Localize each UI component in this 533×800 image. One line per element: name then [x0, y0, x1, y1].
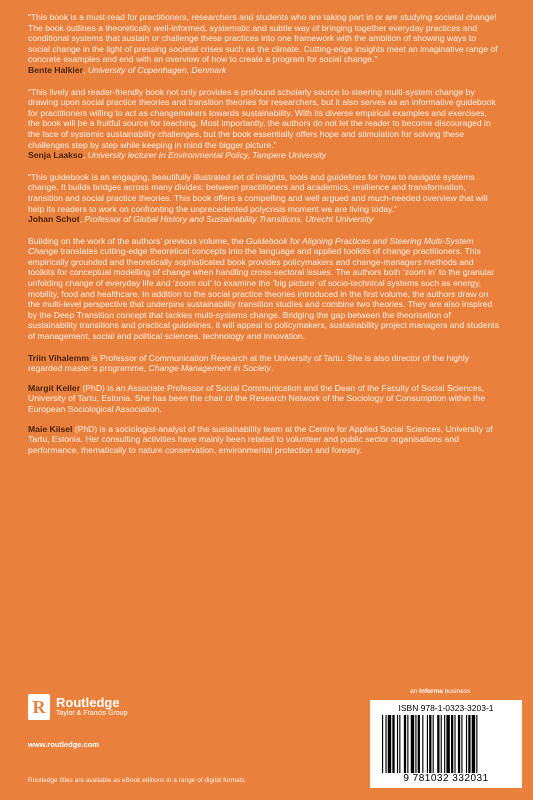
previous-volume-title: Guidebook for Aligning Practices and Steering Multi-System Change: [28, 235, 474, 257]
quote-text: “This book is a must-read for practitioners, researchers and students who are taking part in or are studying societal change! The book outlines a theoretically well-informed, systematic and subtle way of bringing together everyday practices and conditional systems that sustain or challenge these practices into one framework with the ambition of showing ways to social change in the light of pressing societal crises such as the climate. Cutting-edge insights meet an imaginative range of concrete examples and end with an overview of how to create a program for social change.”: [28, 12, 498, 65]
author-bio-2: [28, 383, 499, 415]
informa-suffix: business: [442, 688, 471, 695]
description-intro: Building on the work of the authors’ previous volume, the: [28, 235, 246, 246]
informa-prefix: an: [410, 688, 420, 695]
logo-letter: R: [32, 697, 46, 717]
quote-block-2: [28, 87, 499, 161]
quote-affiliation: Professor of Global History and Sustainability Transitions, Utrecht University: [84, 214, 374, 225]
quote-attribution: Bente Halkier, University of Copenhagen, Denmark: [28, 64, 227, 75]
cover-footer: [0, 688, 533, 800]
book-description: [28, 236, 499, 342]
quote-author: Bente Halkier: [28, 64, 83, 75]
quote-author: Johan Schot: [28, 214, 80, 225]
informa-brand: informa: [419, 688, 443, 695]
barcode-panel: [370, 700, 522, 788]
logo-text: [56, 696, 128, 718]
publisher-group: Taylor & Francis Group: [56, 710, 128, 717]
author-bio-text: (PhD) is an Associate Professor of Social Communication and the Dean of the Faculty of Social Sciences, University of Tartu, Estonia. She has been the chair of the Research Network of the Sociology of Consumption within the European Sociological Association.: [28, 382, 485, 414]
author-bio-text: (PhD) is a sociologist-analyst of the sustainability team at the Centre for Applied Social Sciences, University of Tartu, Estonia. Her consulting activities have mainly been related to volunteer and public sector organisations and performance, thematically to nature conservation, environmental protection and forestry.: [28, 423, 493, 455]
quote-text: “This lively and reader-friendly book not only provides a profound scholarly source to steering multi-system change by drawing upon social practice theories and transition theories for researchers, but it also serves as an informative guidebook for practitioners willing to act as changemakers towards sustainability. With its diverse empirical examples and exercises, the book will be a fruitful source for teaching. Most importantly, the authors do not let the reader to become discouraged in the face of systemic sustainability challenges, but the book essentially offers hope and stimulation for solving these challenges step by step while keeping in mind the bigger picture.”: [28, 86, 496, 150]
quote-block-1: [28, 12, 499, 76]
routledge-logo-icon: [28, 694, 50, 720]
informa-tagline: [410, 688, 470, 695]
isbn-text: ISBN 978-1-0323-3203-1: [398, 703, 494, 713]
author-name: Triin Vihalemm: [28, 352, 89, 363]
author-name: Margit Keller: [28, 382, 81, 393]
publisher-url: www.routledge.com: [28, 740, 99, 749]
publisher-logo: [28, 694, 128, 720]
quote-text: “This guidebook is an engaging, beautifully illustrated set of insights, tools and guidelines for how to navigate systems change. It builds bridges across many divides: between practitioners and academics, resilience and transformation, transition and social practice theories. This book offers a compelling and well argued and much-needed overview that will help its readers to work on confronting the unprecedented polycrisis moment we are living today.”: [28, 171, 488, 214]
quote-attribution: Johan Schot, Professor of Global History and Sustainability Transitions, Utrecht University: [28, 214, 374, 225]
ebook-note: Routledge titles are available as eBook editions in a range of digital formats: [28, 777, 245, 784]
author-bio-1: [28, 353, 499, 374]
barcode-icon: [382, 715, 516, 773]
barcode-number: 9 781032 332031: [403, 773, 489, 784]
programme-name: Change Management in Society: [148, 363, 271, 374]
quote-author: Senja Laakso: [28, 150, 83, 161]
quote-affiliation: University lecturer in Environmental Policy, Tampere University: [87, 150, 327, 161]
bio-tail: .: [270, 363, 274, 374]
quote-block-3: [28, 172, 499, 225]
author-name: Maie Kiisel: [28, 423, 73, 434]
publisher-name: Routledge: [56, 695, 120, 710]
author-bio-3: [28, 424, 499, 456]
author-bio-text: is Professor of Communication Research at the University of Tartu. She is also director of the highly regarded master’s programme,: [28, 352, 470, 374]
quote-affiliation: University of Copenhagen, Denmark: [87, 64, 227, 75]
description-body: translates cutting-edge theoretical concepts into the language and applied toolkits of change practitioners. This empirically grounded and theoretically sophisticated book provides policymakers and change-managers methods and toolkits for conceptual modelling of change when handling cross-sectoral issues. The authors both ‘zoom in’ to the granular unfolding change of everyday life and ‘zoom out’ to examine the ‘big picture’ of socio-technical systems such as energy, mobility, food and healthcare. In addition to the social practice theories introduced in the first volume, the authors draw on the multi-level perspective that underpins sustainability transition studies and combine two theories. They are also inspired by the Deep Transition concept that tackles multi-systems change. Bridging the gap between the theorisation of sustainability transitions and practical guidelines, it will appeal to policymakers, sustainability project managers and students of management, social and political sciences, technology and innovation.: [28, 246, 499, 342]
quote-attribution: Senja Laakso, University lecturer in Environmental Policy, Tampere University: [28, 150, 327, 161]
